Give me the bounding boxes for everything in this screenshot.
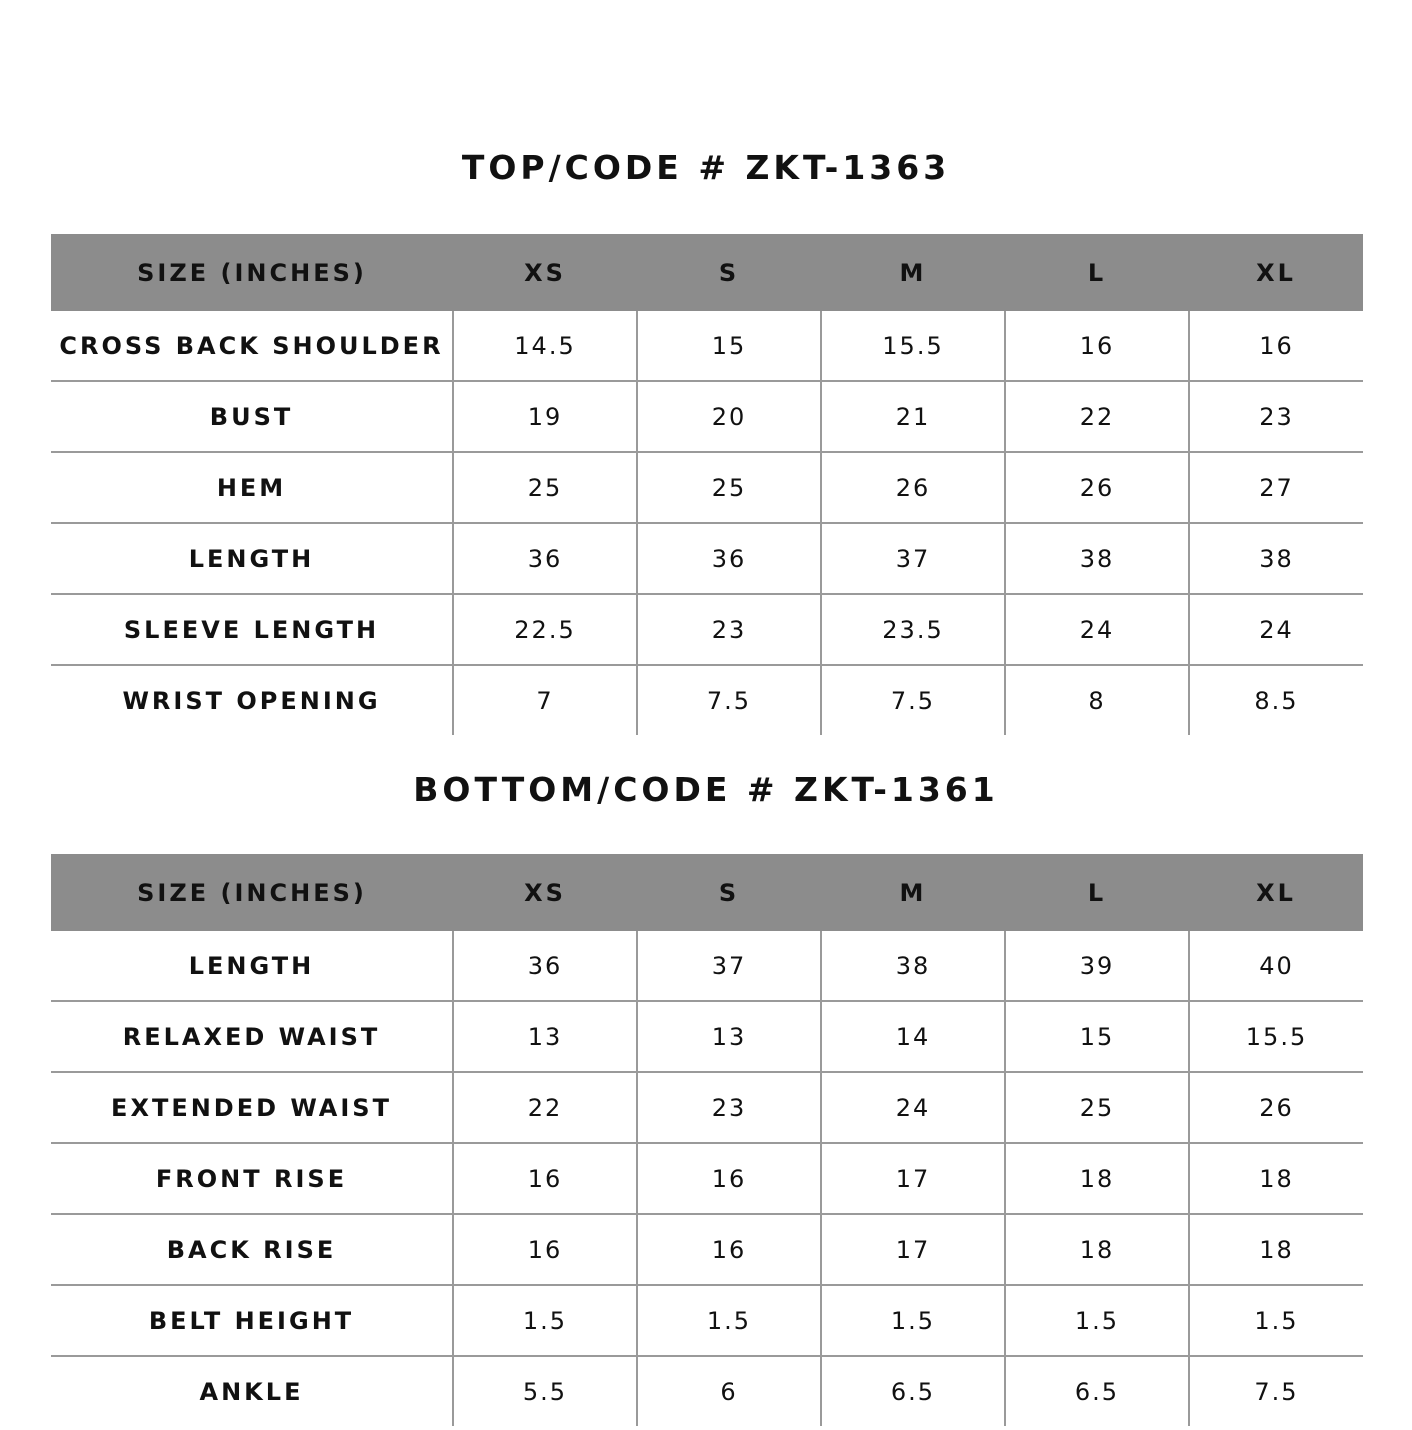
header-cell-xs: XS [453,234,637,311]
table-row [51,665,1363,735]
table-cell: 24 [821,1072,1005,1143]
row-label: HEM [51,452,453,523]
table-row [51,1001,1363,1072]
table-cell: 1.5 [1005,1285,1189,1356]
table-cell: 38 [1189,523,1363,594]
row-label: FRONT RISE [51,1143,453,1214]
table-cell: 18 [1005,1143,1189,1214]
table-cell: 13 [453,1001,637,1072]
table-cell: 38 [821,931,1005,1001]
table-row [51,311,1363,381]
header-cell-xs: XS [453,854,637,931]
table-cell: 25 [637,452,821,523]
row-label: LENGTH [51,523,453,594]
table-cell: 22 [1005,381,1189,452]
table-cell: 18 [1189,1214,1363,1285]
header-cell-l: L [1005,854,1189,931]
table-cell: 8 [1005,665,1189,735]
table-cell: 6.5 [821,1356,1005,1426]
row-label: CROSS BACK SHOULDER [51,311,453,381]
table-cell: 23 [1189,381,1363,452]
table-cell: 7.5 [1189,1356,1363,1426]
table-cell: 17 [821,1143,1005,1214]
table-cell: 16 [453,1214,637,1285]
table-cell: 26 [1189,1072,1363,1143]
table-cell: 23 [637,594,821,665]
table-row [51,1072,1363,1143]
table-cell: 25 [453,452,637,523]
table-cell: 6 [637,1356,821,1426]
row-label: BACK RISE [51,1214,453,1285]
table-cell: 18 [1189,1143,1363,1214]
table-cell: 15 [637,311,821,381]
table-cell: 15.5 [1189,1001,1363,1072]
header-cell-m: M [821,234,1005,311]
table-row [51,1214,1363,1285]
top-size-table [51,234,1363,735]
table-cell: 19 [453,381,637,452]
table-row [51,1143,1363,1214]
table-cell: 15.5 [821,311,1005,381]
table-cell: 16 [637,1214,821,1285]
table-cell: 6.5 [1005,1356,1189,1426]
header-cell-size-inches: SIZE (INCHES) [51,854,453,931]
row-label: BUST [51,381,453,452]
row-label: ANKLE [199,1377,304,1406]
header-cell-l: L [1005,234,1189,311]
table-cell: 1.5 [453,1285,637,1356]
table-cell: 36 [453,931,637,1001]
table-row [51,594,1363,665]
table-row [51,1285,1363,1356]
table-cell: 36 [637,523,821,594]
table-cell: 7.5 [821,665,1005,735]
table-cell: 1.5 [637,1285,821,1356]
table-cell: 24 [1005,594,1189,665]
header-cell-m: M [821,854,1005,931]
table-cell: 16 [1005,311,1189,381]
table-cell: 20 [637,381,821,452]
table-cell: 26 [821,452,1005,523]
table-cell: 36 [453,523,637,594]
header-cell-s: S [637,854,821,931]
table-cell: 7.5 [637,665,821,735]
table-cell: 17 [821,1214,1005,1285]
row-label: RELAXED WAIST [51,1001,453,1072]
row-label: WRIST OPENING [122,686,381,715]
table-cell: 16 [637,1143,821,1214]
table-cell: 16 [1189,311,1363,381]
table-cell: 18 [1005,1214,1189,1285]
table-cell: 22.5 [453,594,637,665]
table-cell: 27 [1189,452,1363,523]
table-cell: 22 [453,1072,637,1143]
table-header-row [51,234,1363,311]
table-cell: 23.5 [821,594,1005,665]
table-cell: 37 [637,931,821,1001]
top-size-chart-title: TOP/CODE # ZKT-1363 [461,148,951,187]
table-cell: 14 [821,1001,1005,1072]
header-cell-s: S [637,234,821,311]
table-header-row [51,854,1363,931]
table-cell: 1.5 [821,1285,1005,1356]
table-cell: 5.5 [453,1356,637,1426]
table-cell: 24 [1189,594,1363,665]
table-cell: 25 [1005,1072,1189,1143]
table-cell: 16 [453,1143,637,1214]
table-row [51,1356,1363,1426]
bottom-size-table [51,854,1363,1426]
table-cell: 40 [1189,931,1363,1001]
table-row [51,523,1363,594]
table-cell: 15 [1005,1001,1189,1072]
header-cell-xl: XL [1189,234,1363,311]
row-label: LENGTH [51,931,453,1001]
table-cell: 14.5 [453,311,637,381]
table-cell: 38 [1005,523,1189,594]
table-cell: 8.5 [1189,665,1363,735]
bottom-size-chart-title: BOTTOM/CODE # ZKT-1361 [413,770,999,809]
header-cell-size-inches: SIZE (INCHES) [51,234,453,311]
table-row [51,381,1363,452]
row-label: SLEEVE LENGTH [51,594,453,665]
table-cell: 26 [1005,452,1189,523]
header-cell-xl: XL [1189,854,1363,931]
table-cell: 23 [637,1072,821,1143]
row-label: BELT HEIGHT [51,1285,453,1356]
table-row [51,931,1363,1001]
table-cell: 37 [821,523,1005,594]
table-row [51,452,1363,523]
table-cell: 1.5 [1189,1285,1363,1356]
table-cell: 21 [821,381,1005,452]
table-cell: 7 [453,665,637,735]
row-label: EXTENDED WAIST [51,1072,453,1143]
table-cell: 13 [637,1001,821,1072]
table-cell: 39 [1005,931,1189,1001]
